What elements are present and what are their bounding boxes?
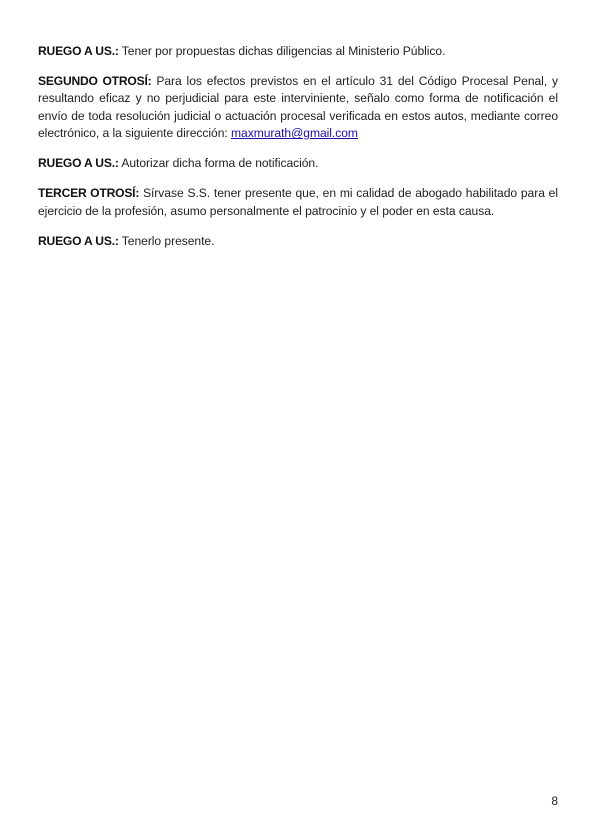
paragraph-text: Para los efectos previstos en el artículo 31 del Código Procesal Penal, y resultando eficaz y no perjudicial para este interviniente, señalo como forma de notificación el envío de toda resolución judicial o actuación procesal verificada en estos autos, mediante correo electrónico, a la siguiente dirección: (38, 74, 558, 141)
paragraph-text: Sírvase S.S. tener presente que, en mi calidad de abogado habilitado para el ejercicio de la profesión, asumo personalmente el patrocinio y el poder en esta causa. (38, 186, 558, 218)
paragraph-text: Tener por propuestas dichas diligencias al Ministerio Público. (118, 44, 446, 58)
paragraph-label: SEGUNDO OTROSÍ: (38, 74, 152, 88)
page-number: 8 (551, 794, 558, 808)
paragraph-label: TERCER OTROSÍ: (38, 186, 140, 201)
email-link[interactable]: maxmurath@gmail.com (231, 126, 358, 141)
paragraph-tercer-otrosi (38, 185, 558, 220)
paragraph-text: Tenerlo presente. (118, 233, 215, 248)
paragraph-text: Autorizar dicha forma de notificación. (118, 156, 319, 171)
paragraph-ruego-3 (38, 233, 558, 250)
paragraph-ruego-1 (38, 43, 558, 60)
paragraph-segundo-otrosi (38, 73, 558, 143)
paragraph-label: RUEGO A US.: (38, 233, 119, 248)
paragraph-label: RUEGO A US.: (38, 44, 119, 58)
paragraph-label: RUEGO A US.: (38, 156, 119, 171)
paragraph-ruego-2 (38, 155, 558, 172)
document-body (38, 43, 558, 263)
